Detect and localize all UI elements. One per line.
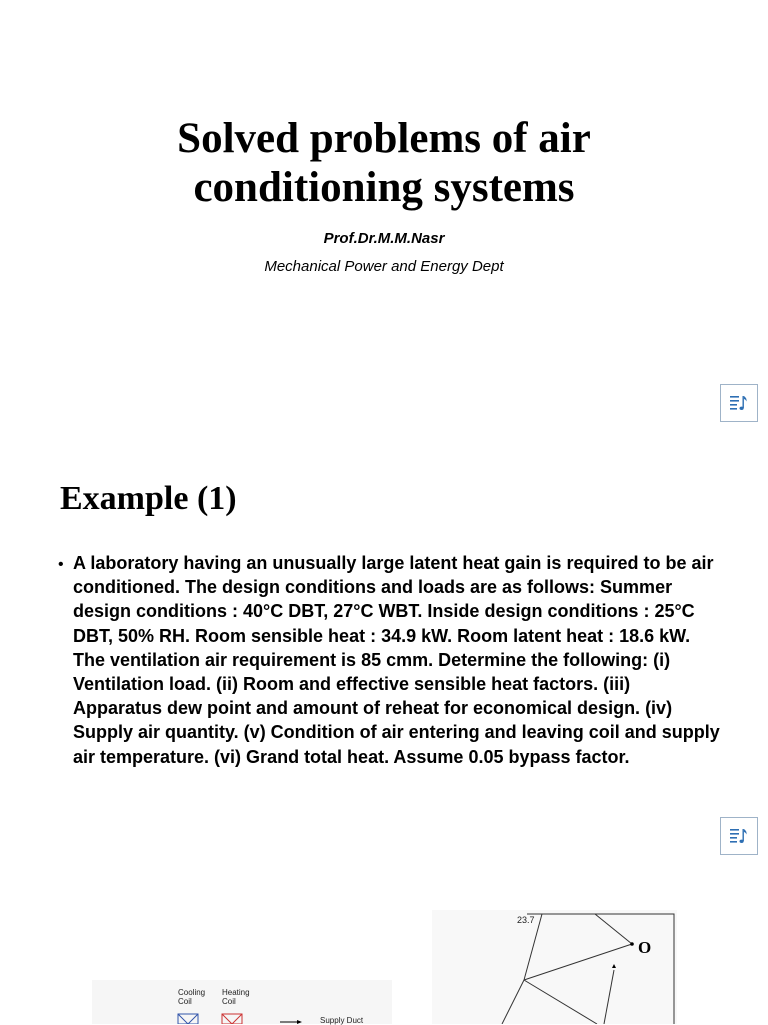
diagram-slide — [0, 880, 768, 1024]
coil-symbols — [92, 980, 392, 1024]
presentation-title — [0, 114, 768, 212]
psychrometric-chart — [432, 910, 677, 1024]
department-name: Mechanical Power and Energy Dept — [264, 258, 504, 275]
title-slide — [0, 0, 768, 440]
problem-statement: A laboratory having an unusually large latent heat gain is required to be air conditioned. The design conditions and loads are as follows: Summer design conditions : 40°C DBT, 27°C WBT. Inside design conditions : 25°C DBT, 50% RH. Room sensible heat : 34.9 kW. Room latent heat : 18.6 kW. The ventilation air requirement is 85 cmm. Determine the following: (i) Ventilation load. (ii) Room and effective sensible heat factors. (iii) Apparatus dew point and amount of reheat for economical design. (iv) Supply air quantity. (v) Condition of air entering and leaving coil and supply air temperature. (vi) Grand total heat. Assume 0.05 bypass factor. — [73, 553, 720, 767]
system-schematic — [92, 980, 392, 1024]
heating-coil-label: Heating Coil — [222, 988, 250, 1006]
example-slide — [0, 440, 768, 880]
audio-notes-icon — [729, 827, 749, 845]
title-line-1: Solved problems of air — [177, 115, 591, 162]
chart-lines — [432, 910, 677, 1024]
chart-value-label: 23.7 — [517, 915, 535, 925]
audio-notes-button[interactable] — [720, 384, 758, 422]
audio-notes-button[interactable] — [720, 817, 758, 855]
bullet-marker: • — [58, 556, 64, 573]
supply-duct-label: Supply Duct — [320, 1016, 364, 1025]
state-point-label: O — [638, 938, 652, 957]
author-name: Prof.Dr.M.M.Nasr — [323, 230, 445, 247]
title-line-2: conditioning systems — [193, 164, 575, 211]
example-heading: Example (1) — [60, 480, 237, 517]
cooling-coil-label: Cooling Coil — [178, 988, 206, 1006]
audio-notes-icon — [729, 394, 749, 412]
